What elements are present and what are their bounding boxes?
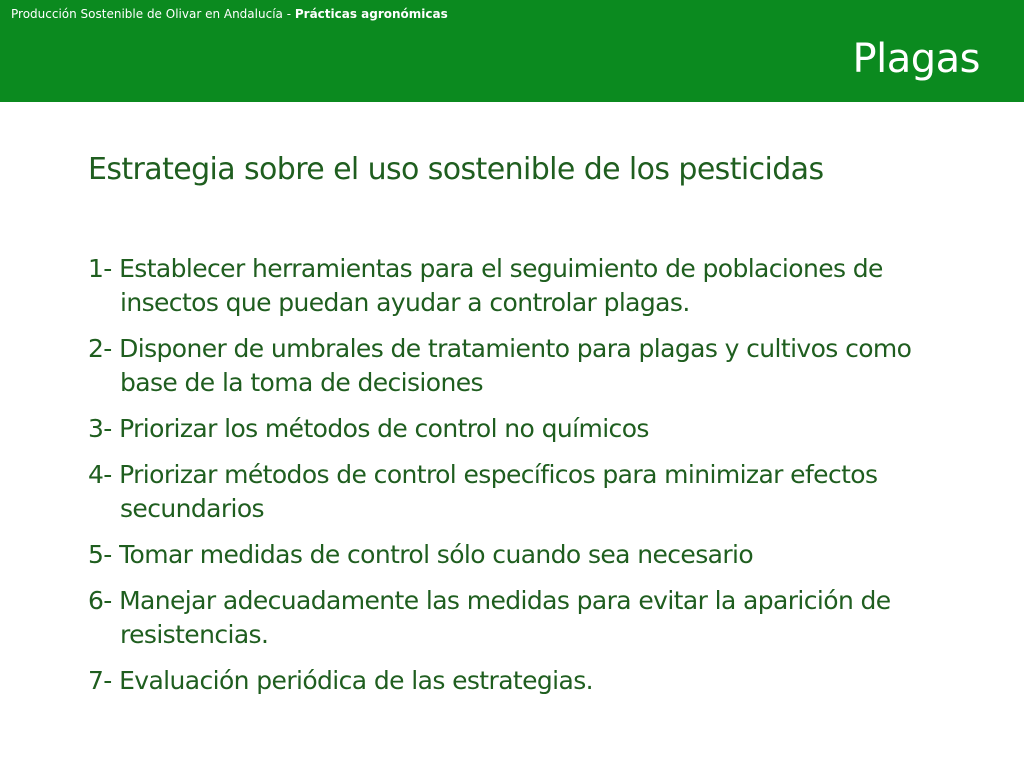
list-item: 6- Manejar adecuadamente las medidas para evitar la aparición de resistencias.: [88, 586, 891, 649]
section-subtitle: Estrategia sobre el uso sostenible de los pesticidas: [88, 152, 824, 187]
breadcrumb-separator: -: [282, 7, 295, 21]
strategy-list: [88, 252, 948, 698]
list-item: 5- Tomar medidas de control sólo cuando sea necesario: [88, 540, 754, 569]
list-item: 4- Priorizar métodos de control específicos para minimizar efectos secundarios: [88, 460, 878, 523]
page-title: Plagas: [852, 36, 980, 82]
breadcrumb-main: Producción Sostenible de Olivar en Andalucía: [11, 7, 283, 21]
list-item: 3- Priorizar los métodos de control no químicos: [88, 414, 649, 443]
header-bar: [0, 0, 1024, 102]
list-item: 1- Establecer herramientas para el seguimiento de poblaciones de insectos que puedan ayudar a controlar plagas.: [88, 254, 883, 317]
list-item: 7- Evaluación periódica de las estrategias.: [88, 666, 593, 695]
list-item: 2- Disponer de umbrales de tratamiento para plagas y cultivos como base de la toma de decisiones: [88, 334, 912, 397]
breadcrumb: [11, 7, 448, 21]
slide-content: [88, 150, 948, 710]
breadcrumb-section: Prácticas agronómicas: [294, 7, 448, 21]
